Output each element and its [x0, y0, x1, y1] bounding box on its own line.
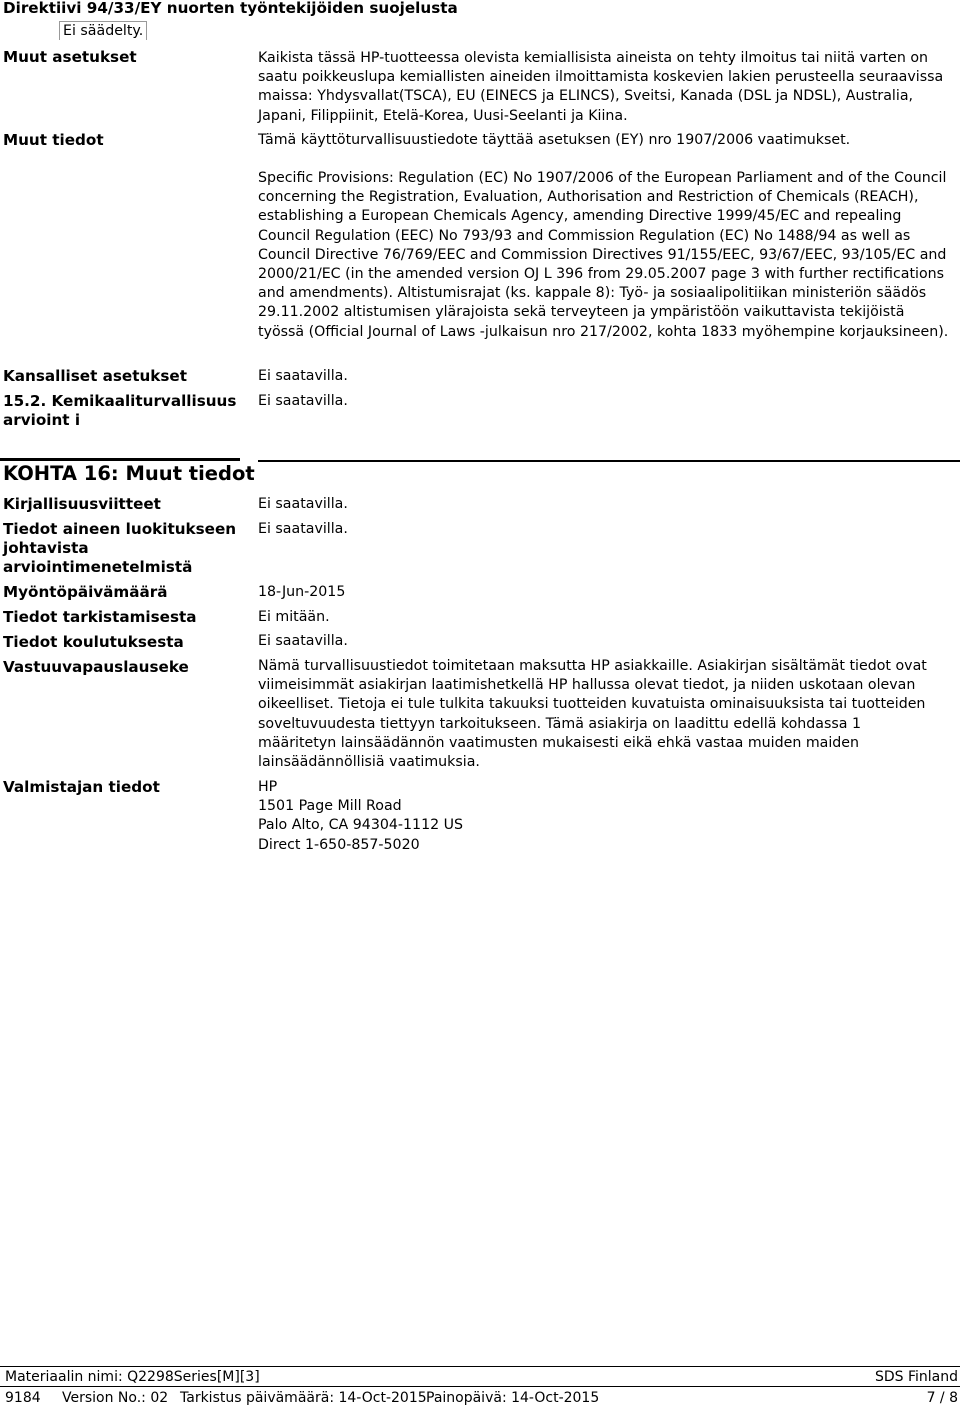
- manufacturer-name: HP: [258, 779, 278, 795]
- manufacturer-label: Valmistajan tiedot: [3, 778, 160, 796]
- regulation-status: Ei säädelty.: [59, 21, 147, 40]
- manufacturer-city: Palo Alto, CA 94304-1112 US: [258, 817, 464, 834]
- footer-version: Version No.: 02: [62, 1390, 169, 1406]
- manufacturer-street: 1501 Page Mill Road: [258, 798, 402, 815]
- national-regulations-value: Ei saatavilla.: [258, 368, 348, 384]
- other-info-text: Tämä käyttöturvallisuustiedote täyttää asetuksen (EY) nro 1907/2006 vaatimukset.: [258, 132, 851, 148]
- manufacturer-info: [258, 778, 958, 855]
- footer-page-number: 7 / 8: [926, 1390, 958, 1406]
- other-regulations-text: Kaikista tässä HP-tuotteessa olevista kemiallisista aineista on tehty ilmoitus tai niitä varten on saatu poikkeuslupa kemiallisten aineiden ilmoittamista koskevien lakien perusteella seuraavissa maissa: Yhdysvallat(TSCA), EU (EINECS ja ELINCS), Sveitsi, Kanada (DSL ja NDSL), Australia, Japani, Filippiinit, Etelä-Korea, Uusi-Seelanti ja Kiina.: [258, 50, 944, 124]
- footer-revision-date: Tarkistus päivämäärä: 14-Oct-2015: [180, 1390, 427, 1406]
- revision-info-label: Tiedot tarkistamisesta: [3, 608, 197, 626]
- footer-rule-middle: [0, 1386, 960, 1387]
- training-info-value: Ei saatavilla.: [258, 633, 348, 649]
- issue-date-value: 18-Jun-2015: [258, 584, 346, 600]
- other-regulations-label: Muut asetukset: [3, 48, 137, 66]
- footer-doc-number: 9184: [5, 1390, 41, 1406]
- chemical-safety-assessment-value: Ei saatavilla.: [258, 393, 348, 409]
- classification-methods-label: Tiedot aineen luokitukseen johtavista arviointimenetelmistä: [3, 520, 237, 577]
- chemical-safety-assessment-label: 15.2. Kemikaaliturvallisuusarvioint i: [3, 392, 237, 430]
- footer-rule-top: [0, 1366, 960, 1367]
- manufacturer-phone: Direct 1-650-857-5020: [258, 836, 420, 853]
- section-rule-left: [0, 458, 240, 461]
- document-section-title: Direktiivi 94/33/EY nuorten työntekijöiden suojelusta: [3, 0, 458, 17]
- training-info-label: Tiedot koulutuksesta: [3, 633, 184, 651]
- references-value: Ei saatavilla.: [258, 496, 348, 512]
- issue-date-label: Myöntöpäivämäärä: [3, 583, 168, 601]
- disclaimer-label: Vastuuvapauslauseke: [3, 658, 189, 676]
- revision-info-value: Ei mitään.: [258, 609, 330, 625]
- footer-sds: SDS Finland: [874, 1369, 958, 1385]
- footer-material-name: Materiaalin nimi: Q2298Series[M][3]: [5, 1369, 260, 1385]
- specific-provisions-text: Specific Provisions: Regulation (EC) No 1907/2006 of the European Parliament and of the Council concerning the Registration, Evaluation, Authorisation and Restriction of Chemicals (REACH), establishing a European Chemicals Agency, amending Directive 1999/45/EC and repealing Council Regulation (EEC) No 793/93 and Commission Regulation (EC) No 1488/94 as well as Council Directive 76/769/EEC and Commission Directives 91/155/EEC, 93/67/EEC, 93/105/EC and 2000/21/EC (in the amended version OJ L 396 from 29.05.2007 page 3 with further rectifications and amendments). Altistumisrajat (ks. kappale 8): Työ- ja sosiaalipolitiikan ministeriön säädös 29.11.2002 altistumisen ylärajoista sekä terveyteen ja ympäristöön vaikuttavista tekijöistä työssä (Official Journal of Laws -julkaisun nro 217/2002, kohta 1833 myöhempine korjauksineen).: [258, 170, 949, 340]
- other-info-label: Muut tiedot: [3, 131, 104, 149]
- disclaimer-text: Nämä turvallisuustiedot toimitetaan maksutta HP asiakkaille. Asiakirjan sisältämät tiedot ovat viimeisimmät asiakirjan laatimishetkellä HP hallussa olevat tiedot, ja niiden uskotaan olevan oikeelliset. Tietoja ei tule tulkita takuuksi tuotteiden kuvatuista ominaisuuksista tai tuotteiden soveltuvuudesta tiettyyn tarkoitukseen. Tämä asiakirja on laadittu edellä kohdassa 1 määritetyn lainsäädännön vaatimusten mukaisesti eikä ehkä vastaa muiden maiden lainsäädännöllisiä vaatimuksia.: [258, 658, 927, 771]
- footer-print-date: Painopäivä: 14-Oct-2015: [426, 1390, 600, 1406]
- section-16-title: KOHTA 16: Muut tiedot: [3, 462, 255, 485]
- references-label: Kirjallisuusviitteet: [3, 495, 161, 513]
- section-rule-right: [258, 460, 960, 462]
- national-regulations-label: Kansalliset asetukset: [3, 367, 187, 385]
- classification-methods-value: Ei saatavilla.: [258, 521, 348, 537]
